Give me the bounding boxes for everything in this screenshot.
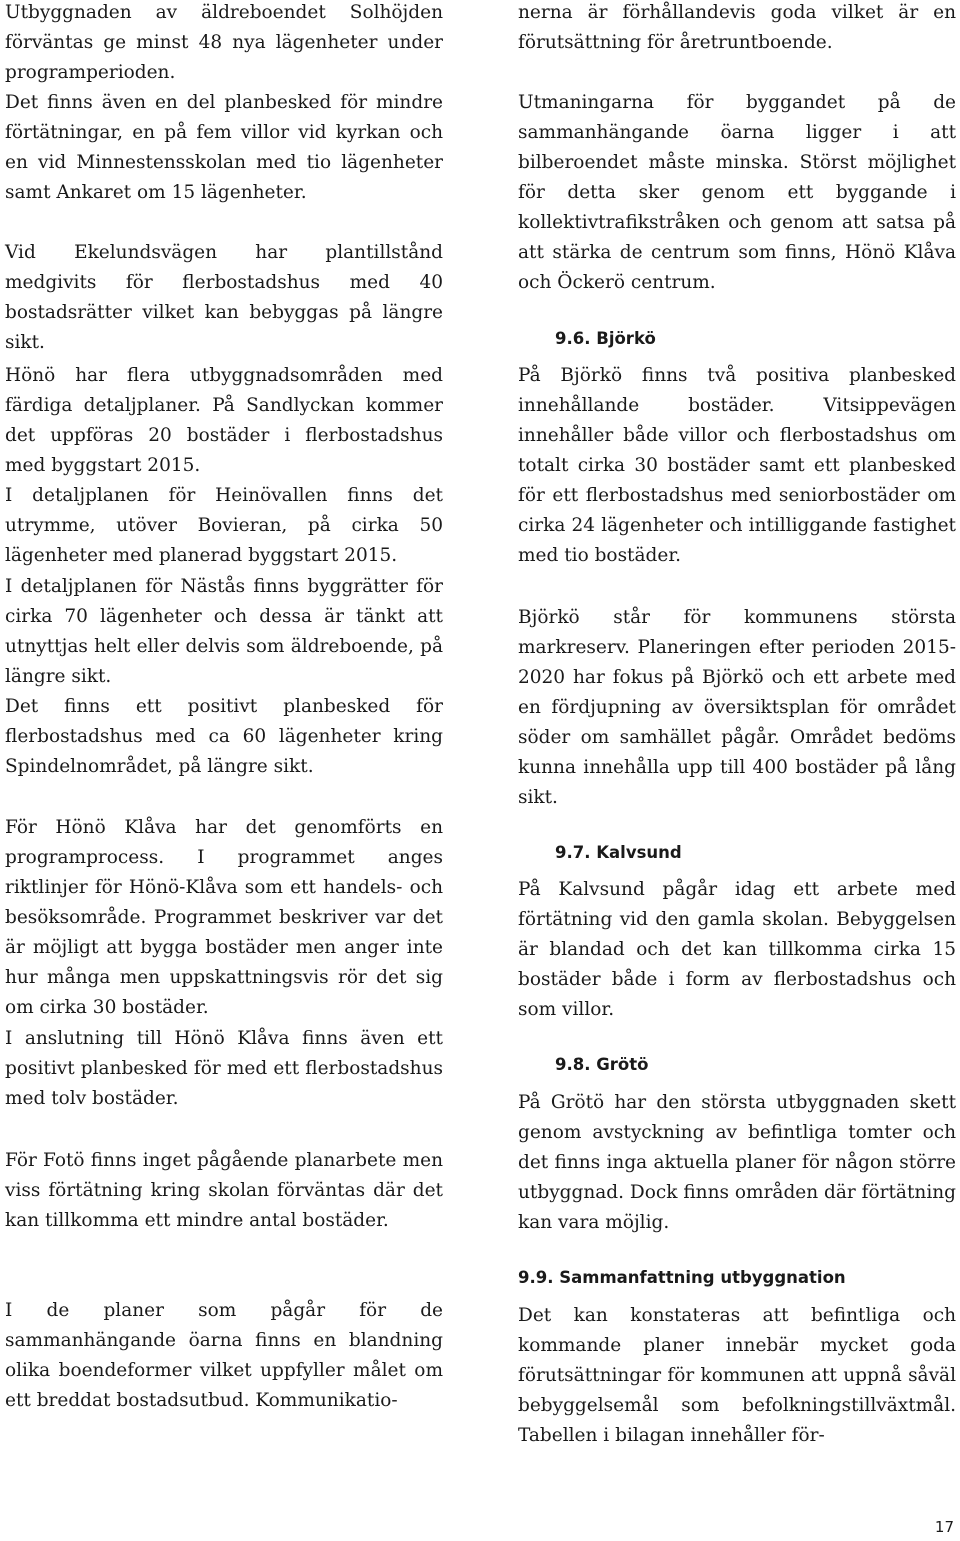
page-number: 17 xyxy=(934,1518,954,1536)
section-heading: 9.9. Sammanfattning utbyggnation xyxy=(518,1268,846,1287)
section-heading: 9.6. Björkö xyxy=(555,329,656,348)
paragraph: Vid Ekelundsvägen har plantillstånd medgivits för flerbostadshus med 40 bostadsrätter vilket kan bebyggas på längre sikt. xyxy=(5,242,443,353)
section-heading: 9.7. Kalvsund xyxy=(555,843,682,862)
paragraph: I detaljplanen för Heinövallen finns det utrymme, utöver Bovieran, på cirka 50 lägenheter med planerad byggstart 2015. xyxy=(5,485,443,566)
paragraph: I anslutning till Hönö Klåva finns även ett positivt planbesked för med ett flerbostadshus med tolv bostäder. xyxy=(5,1028,443,1109)
paragraph: På Grötö har den största utbyggnaden skett genom avstyckning av befintliga tomter och det finns inga aktuella planer för någon större utbyggnad. Dock finns områden där förtätning kan vara möjlig. xyxy=(518,1092,956,1233)
paragraph: Det kan konstateras att befintliga och kommande planer innebär mycket goda förutsättningar för kommunen att uppnå såväl bebyggelsemål som befolkningstillväxtmål. Tabellen i bilagan innehåller för- xyxy=(518,1305,956,1446)
paragraph: nerna är förhållandevis goda vilket är en förutsättning för åretruntboende. xyxy=(518,2,956,53)
paragraph: Utbyggnaden av äldreboendet Solhöjden förväntas ge minst 48 nya lägenheter under programperioden. xyxy=(5,2,443,83)
section-heading: 9.8. Grötö xyxy=(555,1055,649,1074)
paragraph: Det finns ett positivt planbesked för flerbostadshus med ca 60 lägenheter kring Spindelnområdet, på längre sikt. xyxy=(5,696,443,777)
paragraph: I de planer som pågår för de sammanhängande öarna finns en blandning olika boendeformer vilket uppfyller målet om ett breddat bostadsutbud. Kommunikatio- xyxy=(5,1300,443,1411)
paragraph: För Fotö finns inget pågående planarbete men viss förtätning kring skolan förväntas där det kan tillkomma ett mindre antal bostäder. xyxy=(5,1150,443,1231)
paragraph: På Björkö finns två positiva planbesked innehållande bostäder. Vitsippevägen innehåller både villor och flerbostadshus om totalt cirka 30 bostäder samt ett planbesked för ett flerbostadshus med seniorbostäder om cirka 24 lägenheter och intilliggande fastighet med tio bostäder. xyxy=(518,365,956,566)
paragraph: Hönö har flera utbyggnadsområden med färdiga detaljplaner. På Sandlyckan kommer det uppföras 20 bostäder i flerbostadshus med byggstart 2015. xyxy=(5,365,443,476)
paragraph: Det finns även en del planbesked för mindre förtätningar, en på fem villor vid kyrkan och en vid Minnestensskolan med tio lägenheter samt Ankaret om 15 lägenheter. xyxy=(5,92,443,203)
paragraph: I detaljplanen för Nästås finns byggrätter för cirka 70 lägenheter och dessa är tänkt att utnyttjas helt eller delvis som äldreboende, på längre sikt. xyxy=(5,576,443,687)
paragraph: Björkö står för kommunens största markreserv. Planeringen efter perioden 2015-2020 har fokus på Björkö och ett arbete med en fördjupning av översiktsplan för området söder om samhället pågår. Området bedöms kunna innehålla upp till 400 bostäder på lång sikt. xyxy=(518,607,956,808)
paragraph: För Hönö Klåva har det genomförts en programprocess. I programmet anges riktlinjer för Hönö-Klåva som ett handels- och besöksområde. Programmet beskriver var det är möjligt att bygga bostäder men anger inte hur många men uppskattningsvis rör det sig om cirka 30 bostäder. xyxy=(5,817,443,1018)
paragraph: På Kalvsund pågår idag ett arbete med förtätning vid den gamla skolan. Bebyggelsen är blandad och det kan tillkomma cirka 15 bostäder både i form av flerbostadshus och som villor. xyxy=(518,879,956,1020)
paragraph: Utmaningarna för byggandet på de sammanhängande öarna ligger i att bilberoendet måste minska. Störst möjlighet för detta sker genom ett byggande i kollektivtrafikstråken och genom att satsa på att stärka de centrum som finns, Hönö Klåva och Öckerö centrum. xyxy=(518,92,956,293)
